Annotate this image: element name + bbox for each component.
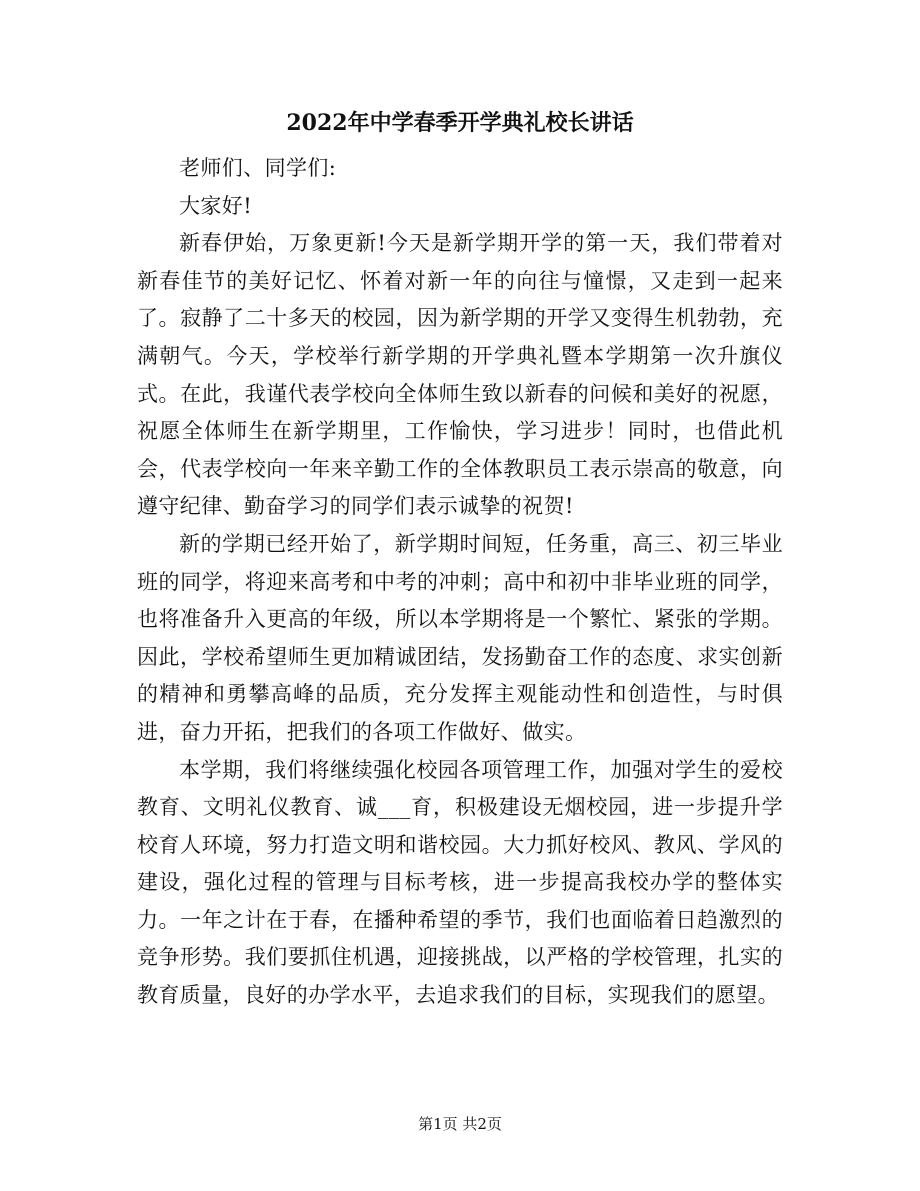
- body-paragraph: 本学期，我们将继续强化校园各项管理工作，加强对学生的爱校教育、文明礼仪教育、诚___育，积极建设无烟校园，进一步提升学校育人环境，努力打造文明和谐校园。大力抓好校风、教风、学风的建设，强化过程的管理与目标考核，进一步提高我校办学的整体实力。一年之计在于春，在播种希望的季节，我们也面临着日趋激烈的竞争形势。我们要抓住机遇，迎接挑战，以严格的学校管理，扎实的教育质量，良好的办学水平，去追求我们的目标，实现我们的愿望。: [137, 757, 783, 1008]
- body-paragraph: 新的学期已经开始了，新学期时间短，任务重，高三、初三毕业班的同学，将迎来高考和中考的冲刺；高中和初中非毕业班的同学，也将准备升入更高的年级，所以本学期将是一个繁忙、紧张的学期。因此，学校希望师生更加精诚团结，发扬勤奋工作的态度、求实创新的精神和勇攀高峰的品质，充分发挥主观能动性和创造性，与时俱进，奋力开拓，把我们的各项工作做好、做实。: [137, 531, 783, 744]
- document-body: [137, 150, 783, 1015]
- salutation: 老师们、同学们:: [179, 156, 337, 180]
- document-title: 2022年中学春季开学典礼校长讲话: [286, 110, 634, 136]
- page-number: 第1页 共2页: [418, 1115, 502, 1133]
- greeting: 大家好!: [179, 193, 253, 218]
- body-paragraph: 新春伊始，万象更新!今天是新学期开学的第一天，我们带着对新春佳节的美好记忆、怀着对新一年的向往与憧憬，又走到一起来了。寂静了二十多天的校园，因为新学期的开学又变得生机勃勃，充满朝气。今天，学校举行新学期的开学典礼暨本学期第一次升旗仪式。在此，我谨代表学校向全体师生致以新春的问候和美好的祝愿，祝愿全体师生在新学期里，工作愉快，学习进步！同时，也借此机会，代表学校向一年来辛勤工作的全体教职员工表示崇高的敬意，向遵守纪律、勤奋学习的同学们表示诚挚的祝贺!: [137, 231, 783, 519]
